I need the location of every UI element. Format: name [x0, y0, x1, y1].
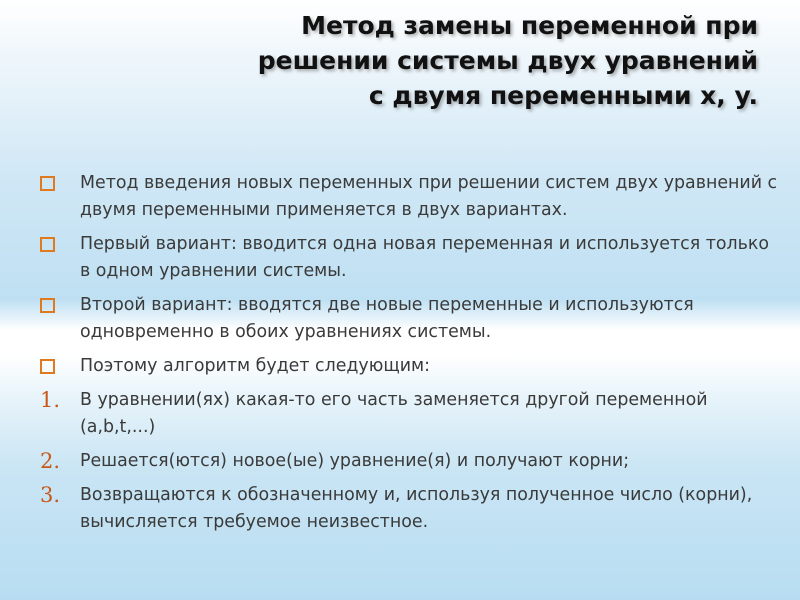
list-item [40, 231, 780, 285]
square-bullet-icon [40, 237, 55, 252]
square-bullet-icon [40, 359, 55, 374]
list-item-text: Решается(ются) новое(ые) уравнение(я) и получают корни; [80, 451, 630, 471]
list-item [40, 292, 780, 346]
square-bullet-icon [40, 176, 55, 191]
list-item-text: Второй вариант: вводятся две новые переменные и используются одновременно в обоих уравнениях системы. [80, 295, 694, 342]
list-item-text: В уравнении(ях) какая-то его часть заменяется другой переменной (a,b,t,...) [80, 390, 708, 437]
title-line-1: Метод замены переменной при [301, 11, 758, 40]
list-item-text: Первый вариант: вводится одна новая переменная и используется только в одном уравнении системы. [80, 234, 769, 281]
list-number: 2. [40, 449, 61, 473]
content-list [40, 170, 780, 543]
list-number: 3. [40, 483, 61, 507]
list-item [40, 353, 780, 380]
numbered-item [40, 387, 780, 441]
numbered-item [40, 482, 780, 536]
numbered-item [40, 448, 780, 475]
title-line-2: решении системы двух уравнений [257, 46, 758, 75]
title-line-3: с двумя переменными x, y. [368, 81, 758, 110]
list-item-text: Поэтому алгоритм будет следующим: [80, 356, 431, 376]
list-item-text: Возвращаются к обозначенному и, используя полученное число (корни), вычисляется требуемое неизвестное. [80, 485, 753, 532]
list-item-text: Метод введения новых переменных при решении систем двух уравнений с двумя переменными применяется в двух вариантах. [80, 173, 778, 220]
square-bullet-icon [40, 298, 55, 313]
list-item [40, 170, 780, 224]
slide-title [198, 8, 758, 113]
list-number: 1. [40, 388, 61, 412]
